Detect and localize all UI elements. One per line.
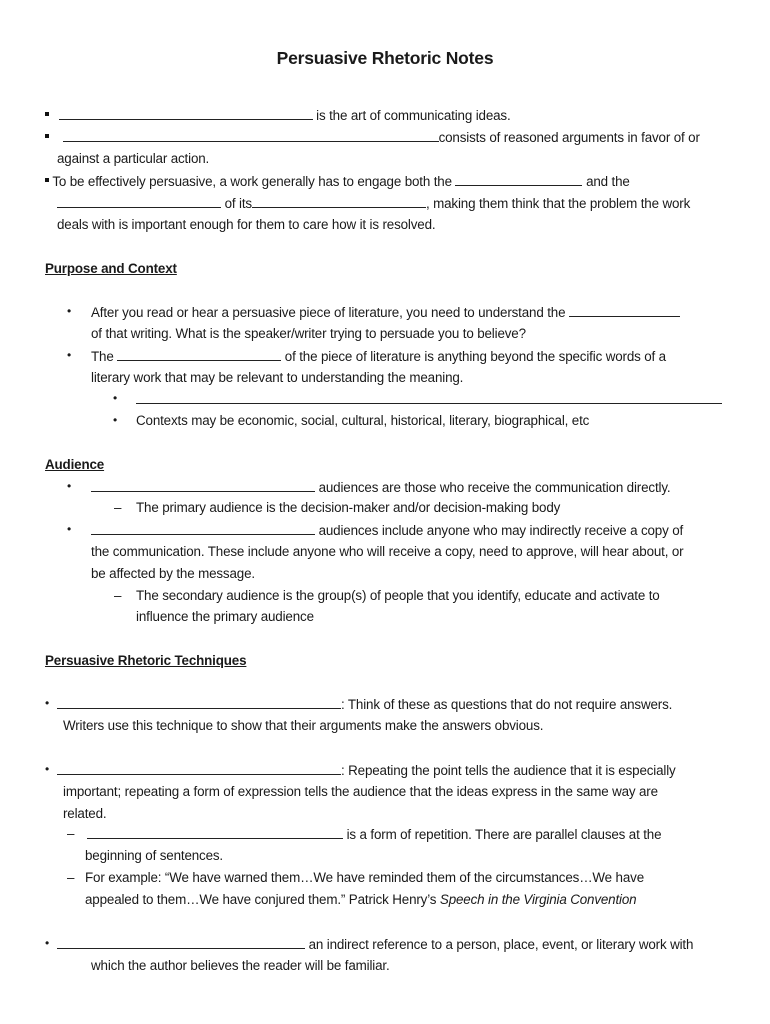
fill-in-blank xyxy=(57,696,341,709)
fill-in-blank xyxy=(57,936,305,949)
bullet-text: an indirect reference to a person, place, event, or literary work with xyxy=(308,937,694,952)
bullet-text: audiences include anyone who may indirectly receive a copy of xyxy=(318,523,684,538)
bullet-text: is the art of communicating ideas. xyxy=(316,108,511,123)
bullet-text: After you read or hear a persuasive piece of literature, you need to understand the xyxy=(91,305,566,320)
technique-bullet-2 xyxy=(57,762,676,778)
square-bullet-1 xyxy=(45,107,511,123)
fill-in-blank xyxy=(117,348,281,361)
bullet-continuation xyxy=(85,892,636,907)
bullet-continuation: deals with is important enough for them to care how it is resolved. xyxy=(57,217,436,232)
fill-in-blank xyxy=(57,762,341,775)
audience-sub-bullet-2: The secondary audience is the group(s) of people that you identify, educate and activate to xyxy=(136,588,660,603)
purpose-bullet-1 xyxy=(91,304,680,320)
bullet-continuation: beginning of sentences. xyxy=(85,848,224,863)
bullet-dot-icon: • xyxy=(45,762,50,776)
bullet-text: To be effectively persuasive, a work generally has to engage both the xyxy=(52,174,452,189)
bullet-continuation: Writers use this technique to show that their arguments make the answers obvious. xyxy=(63,718,544,733)
fill-in-blank xyxy=(63,129,439,142)
dash-icon: – xyxy=(67,870,75,885)
square-bullet-icon xyxy=(45,112,49,116)
bullet-dot-icon: • xyxy=(113,391,118,405)
bullet-text: The xyxy=(91,349,114,364)
bullet-text: and the xyxy=(586,174,630,189)
bullet-text: , making them think that the problem the work xyxy=(425,196,691,211)
bullet-continuation: be affected by the message. xyxy=(91,566,255,581)
fill-in-blank xyxy=(57,195,221,208)
fill-in-blank xyxy=(91,522,315,535)
square-bullet-icon xyxy=(45,178,49,182)
square-bullet-icon xyxy=(45,134,49,138)
bullet-text: consists of reasoned arguments in favor of or xyxy=(438,130,700,145)
bullet-text: is a form of repetition. There are parallel clauses at the xyxy=(346,827,662,842)
fill-in-blank xyxy=(455,173,582,186)
section-heading-purpose: Purpose and Context xyxy=(45,261,177,276)
bullet-dot-icon: • xyxy=(67,479,72,493)
dash-icon: – xyxy=(114,588,122,603)
bullet-dot-icon: • xyxy=(67,522,72,536)
dash-icon: – xyxy=(114,500,122,515)
audience-bullet-1 xyxy=(91,479,670,495)
fill-in-blank xyxy=(91,479,315,492)
bullet-text: of the piece of literature is anything beyond the specific words of a xyxy=(284,349,666,364)
technique-sub-bullet-2: For example: “We have warned them…We have reminded them of the circumstances…We have xyxy=(85,870,644,885)
fill-in-blank xyxy=(569,304,680,317)
technique-bullet-3 xyxy=(57,936,693,952)
technique-bullet-1 xyxy=(57,696,672,712)
bullet-continuation xyxy=(57,195,690,211)
section-heading-techniques: Persuasive Rhetoric Techniques xyxy=(45,653,247,668)
bullet-continuation: influence the primary audience xyxy=(136,609,314,624)
square-bullet-3 xyxy=(45,173,630,189)
fill-in-blank xyxy=(252,195,426,208)
bullet-continuation: of that writing. What is the speaker/writer trying to persuade you to believe? xyxy=(91,326,526,341)
purpose-sub-bullet-1 xyxy=(136,391,722,407)
section-heading-audience: Audience xyxy=(45,457,105,472)
bullet-continuation: which the author believes the reader will be familiar. xyxy=(91,958,390,973)
bullet-continuation: literary work that may be relevant to understanding the meaning. xyxy=(91,370,464,385)
bullet-dot-icon: • xyxy=(45,936,50,950)
bullet-dot-icon: • xyxy=(113,413,118,427)
square-bullet-2 xyxy=(45,129,700,145)
fill-in-blank xyxy=(136,391,722,404)
bullet-dot-icon: • xyxy=(67,348,72,362)
bullet-dot-icon: • xyxy=(67,304,72,318)
page-title: Persuasive Rhetoric Notes xyxy=(276,48,494,68)
bullet-text: audiences are those who receive the communication directly. xyxy=(318,480,671,495)
technique-sub-bullet-1 xyxy=(87,826,661,842)
bullet-continuation: the communication. These include anyone who will receive a copy, need to approve, will hear about, or xyxy=(91,544,684,559)
audience-bullet-2 xyxy=(91,522,683,538)
bullet-continuation: related. xyxy=(63,806,107,821)
fill-in-blank xyxy=(59,107,313,120)
bullet-text: appealed to them…We have conjured them.” Patrick Henry’s xyxy=(85,892,437,907)
bullet-text: : Repeating the point tells the audience that it is especially xyxy=(341,763,676,778)
bullet-text: : Think of these as questions that do not require answers. xyxy=(341,697,673,712)
bullet-text: of its xyxy=(224,196,252,211)
bullet-continuation: against a particular action. xyxy=(57,151,210,166)
fill-in-blank xyxy=(87,826,343,839)
purpose-sub-bullet-2: Contexts may be economic, social, cultural, historical, literary, biographical, etc xyxy=(136,413,590,428)
speech-title: Speech in the Virginia Convention xyxy=(439,892,637,907)
dash-icon: – xyxy=(67,826,75,841)
audience-sub-bullet-1: The primary audience is the decision-maker and/or decision-making body xyxy=(136,500,561,515)
bullet-dot-icon: • xyxy=(45,696,50,710)
bullet-continuation: important; repeating a form of expression tells the audience that the ideas express in the same way are xyxy=(63,784,658,799)
purpose-bullet-2 xyxy=(91,348,666,364)
